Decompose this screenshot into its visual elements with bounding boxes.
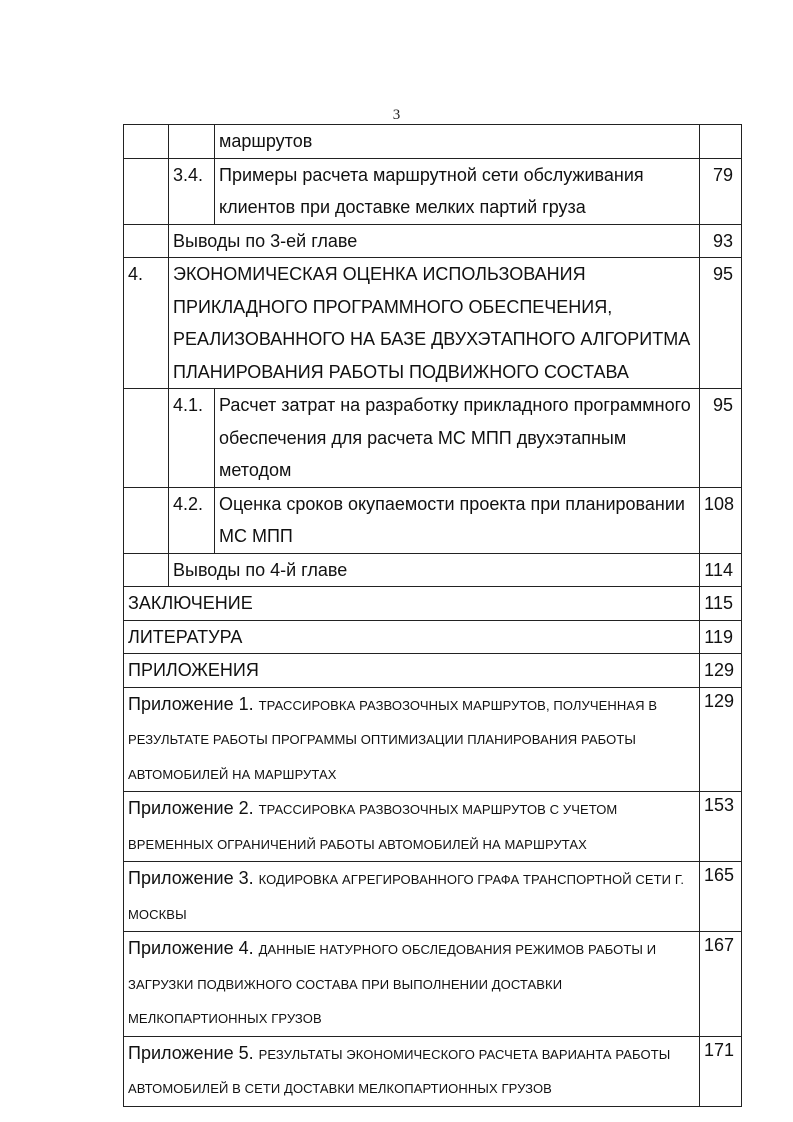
toc-page-number: 114	[700, 553, 742, 587]
appendix-title: ТРАССИРОВКА РАЗВОЗОЧНЫХ МАРШРУТОВ, ПОЛУЧЕННАЯ В РЕЗУЛЬТАТЕ РАБОТЫ ПРОГРАММЫ ОПТИМИЗАЦИИ ПЛАНИРОВАНИЯ РАБОТЫ АВТОМОБИЛЕЙ НА МАРШРУТАХ	[128, 697, 658, 782]
toc-page-number: 153	[700, 792, 742, 862]
toc-page-number: 115	[700, 587, 742, 621]
toc-page-number: 119	[700, 620, 742, 654]
toc-appendix-entry	[124, 932, 700, 1037]
toc-appendix-entry	[124, 687, 700, 792]
toc-page-number: 129	[700, 654, 742, 688]
appendix-label: Приложение 4.	[128, 938, 254, 958]
toc-page-number: 165	[700, 862, 742, 932]
toc-appendix-row	[124, 1036, 742, 1106]
toc-section-number: 4.1.	[169, 389, 215, 488]
toc-cell-empty	[124, 389, 169, 488]
toc-appendix-entry	[124, 862, 700, 932]
toc-appendix-entry	[124, 1036, 700, 1106]
toc-entry-text: ЛИТЕРАТУРА	[124, 620, 700, 654]
appendix-label: Приложение 1.	[128, 693, 254, 714]
toc-appendix-row	[124, 932, 742, 1037]
toc-appendix-row	[124, 862, 742, 932]
toc-section-number: 3.4.	[169, 158, 215, 224]
toc-row	[124, 487, 742, 553]
toc-cell-empty	[124, 158, 169, 224]
appendix-label: Приложение 5.	[128, 1042, 254, 1063]
toc-entry-text: ПРИЛОЖЕНИЯ	[124, 654, 700, 688]
toc-cell-empty	[124, 224, 169, 258]
toc-appendix-row	[124, 792, 742, 862]
toc-cell-empty	[124, 125, 169, 159]
toc-row	[124, 389, 742, 488]
toc-entry-text: Примеры расчета маршрутной сети обслуживания клиентов при доставке мелких партий груза	[215, 158, 700, 224]
appendix-label: Приложение 3.	[128, 868, 254, 888]
toc-entry-text: Выводы по 3-ей главе	[169, 224, 700, 258]
appendix-title: ТРАССИРОВКА РАЗВОЗОЧНЫХ МАРШРУТОВ С УЧЕТОМ ВРЕМЕННЫХ ОГРАНИЧЕНИЙ РАБОТЫ АВТОМОБИЛЕЙ НА МАРШРУТАХ	[128, 802, 618, 852]
toc-row	[124, 654, 742, 688]
toc-row	[124, 553, 742, 587]
toc-cell-empty	[124, 553, 169, 587]
appendix-title: КОДИРОВКА АГРЕГИРОВАННОГО ГРАФА ТРАНСПОРТНОЙ СЕТИ Г. МОСКВЫ	[128, 872, 685, 922]
page-number: 3	[392, 107, 401, 123]
toc-page-number: 129	[700, 687, 742, 792]
toc-appendix-row	[124, 687, 742, 792]
toc-entry-text: Оценка сроков окупаемости проекта при планировании МС МПП	[215, 487, 700, 553]
toc-chapter-number: 4.	[124, 258, 169, 389]
appendix-title: РЕЗУЛЬТАТЫ ЭКОНОМИЧЕСКОГО РАСЧЕТА ВАРИАНТА РАБОТЫ АВТОМОБИЛЕЙ В СЕТИ ДОСТАВКИ МЕЛКОПАРТИОННЫХ ГРУЗОВ	[128, 1046, 671, 1096]
toc-entry-text: ЗАКЛЮЧЕНИЕ	[124, 587, 700, 621]
toc-row	[124, 224, 742, 258]
toc-page-number: 93	[700, 224, 742, 258]
toc-entry-text: ЭКОНОМИЧЕСКАЯ ОЦЕНКА ИСПОЛЬЗОВАНИЯ ПРИКЛАДНОГО ПРОГРАММНОГО ОБЕСПЕЧЕНИЯ, РЕАЛИЗОВАННОГО НА БАЗЕ ДВУХЭТАПНОГО АЛГОРИТМА ПЛАНИРОВАНИЯ РАБОТЫ ПОДВИЖНОГО СОСТАВА	[169, 258, 700, 389]
toc-page-number: 95	[700, 389, 742, 488]
toc-entry-text: Выводы по 4-й главе	[169, 553, 700, 587]
toc-entry-text: Расчет затрат на разработку прикладного программного обеспечения для расчета МС МПП двухэтапным методом	[215, 389, 700, 488]
toc-row	[124, 587, 742, 621]
toc-page-number: 95	[700, 258, 742, 389]
toc-row	[124, 158, 742, 224]
toc-section-number: 4.2.	[169, 487, 215, 553]
toc-page-number: 108	[700, 487, 742, 553]
toc-row	[124, 125, 742, 159]
toc-appendix-entry	[124, 792, 700, 862]
toc-entry-text: маршрутов	[215, 125, 700, 159]
toc-row	[124, 258, 742, 389]
appendix-title: ДАННЫЕ НАТУРНОГО ОБСЛЕДОВАНИЯ РЕЖИМОВ РАБОТЫ И ЗАГРУЗКИ ПОДВИЖНОГО СОСТАВА ПРИ ВЫПОЛНЕНИИ ДОСТАВКИ МЕЛКОПАРТИОННЫХ ГРУЗОВ	[128, 942, 657, 1026]
table-of-contents	[123, 124, 742, 1107]
toc-page-number: 171	[700, 1036, 742, 1106]
toc-cell-empty	[124, 487, 169, 553]
toc-page-number: 167	[700, 932, 742, 1037]
toc-cell-empty	[169, 125, 215, 159]
appendix-label: Приложение 2.	[128, 798, 254, 818]
toc-row	[124, 620, 742, 654]
toc-page-number: 79	[700, 158, 742, 224]
toc-page-number	[700, 125, 742, 159]
